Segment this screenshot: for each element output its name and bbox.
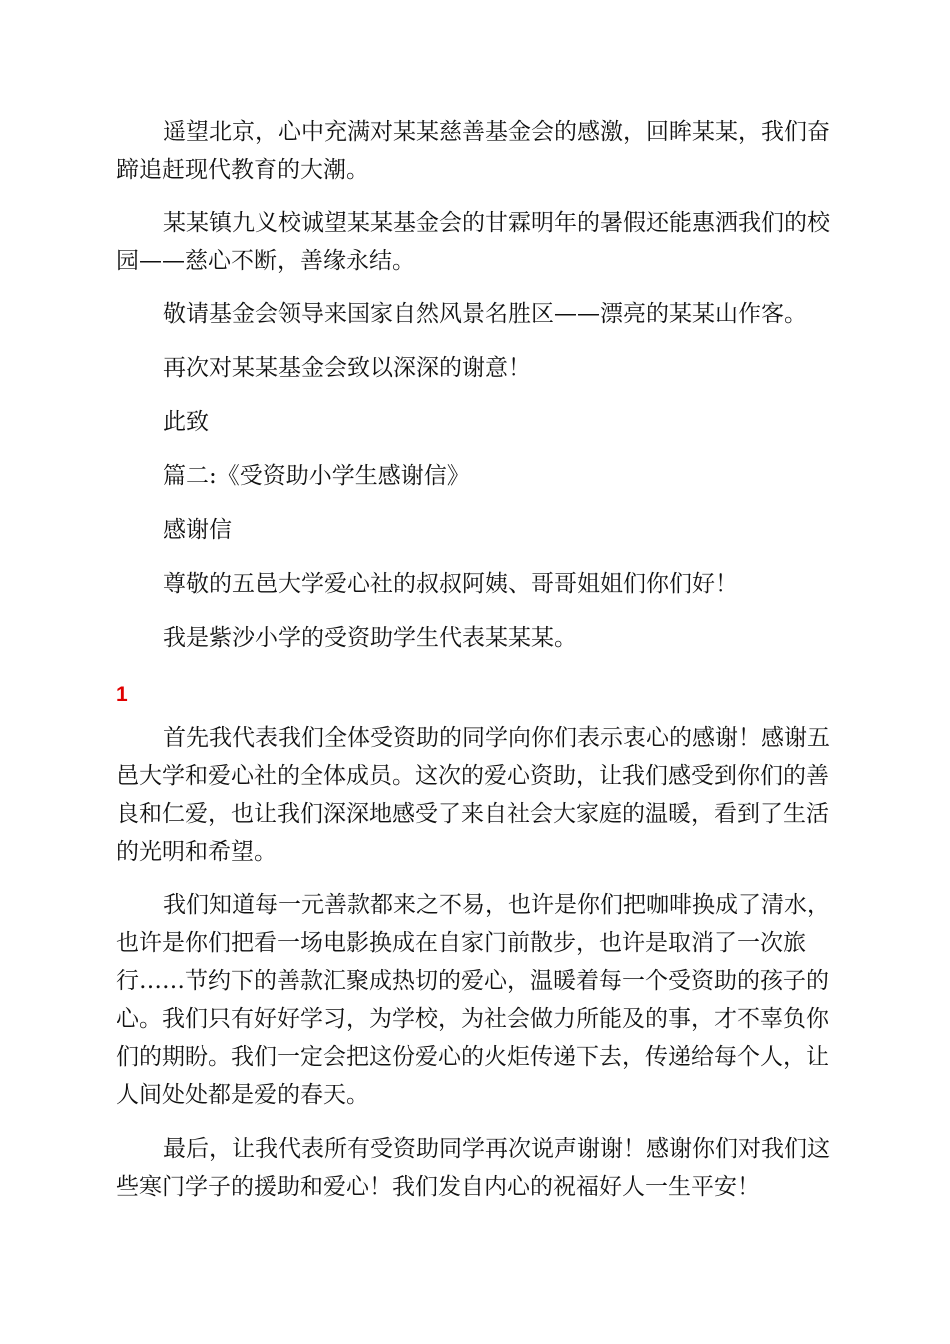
paragraph-4: 再次对某某基金会致以深深的谢意！	[163, 355, 531, 381]
letter-greeting: 尊敬的五邑大学爱心社的叔叔阿姨、哥哥姐姐们你们好！	[163, 571, 738, 597]
page-number-marker: 1	[116, 683, 128, 706]
section-heading: 篇二:《受资助小学生感谢信》	[163, 463, 470, 489]
paragraph-thanks: 首先我代表我们全体受资助的同学向你们表示衷心的感谢！感谢五邑大学和爱心社的全体成员。这次的爱心资助，让我们感受到你们的善良和仁爱，也让我们深深地感受了来自社会大家庭的温暖，看到了生活的光明和希望。	[116, 725, 830, 865]
letter-title: 感谢信	[163, 517, 232, 543]
paragraph-2: 某某镇九义校诚望某某基金会的甘霖明年的暑假还能惠洒我们的校园——慈心不断，善缘永结。	[116, 210, 830, 274]
salutation-closing: 此致	[163, 409, 209, 435]
paragraph-donations: 我们知道每一元善款都来之不易，也许是你们把咖啡换成了清水，也许是你们把看一场电影换成在自家门前散步，也许是取消了一次旅行……节约下的善款汇聚成热切的爱心，温暖着每一个受资助的孩子的心。我们只有好好学习，为学校，为社会做力所能及的事，才不辜负你们的期盼。我们一定会把这份爱心的火炬传递下去，传递给每个人，让人间处处都是爱的春天。	[116, 892, 830, 1108]
paragraph-3: 敬请基金会领导来国家自然风景名胜区——漂亮的某某山作客。	[163, 301, 807, 327]
paragraph-1: 遥望北京，心中充满对某某慈善基金会的感激，回眸某某，我们奋蹄追赶现代教育的大潮。	[116, 119, 830, 183]
letter-intro: 我是紫沙小学的受资助学生代表某某某。	[163, 625, 577, 651]
paragraph-closing: 最后，让我代表所有受资助同学再次说声谢谢！感谢你们对我们这些寒门学子的援助和爱心！我们发自内心的祝福好人一生平安！	[116, 1136, 830, 1200]
